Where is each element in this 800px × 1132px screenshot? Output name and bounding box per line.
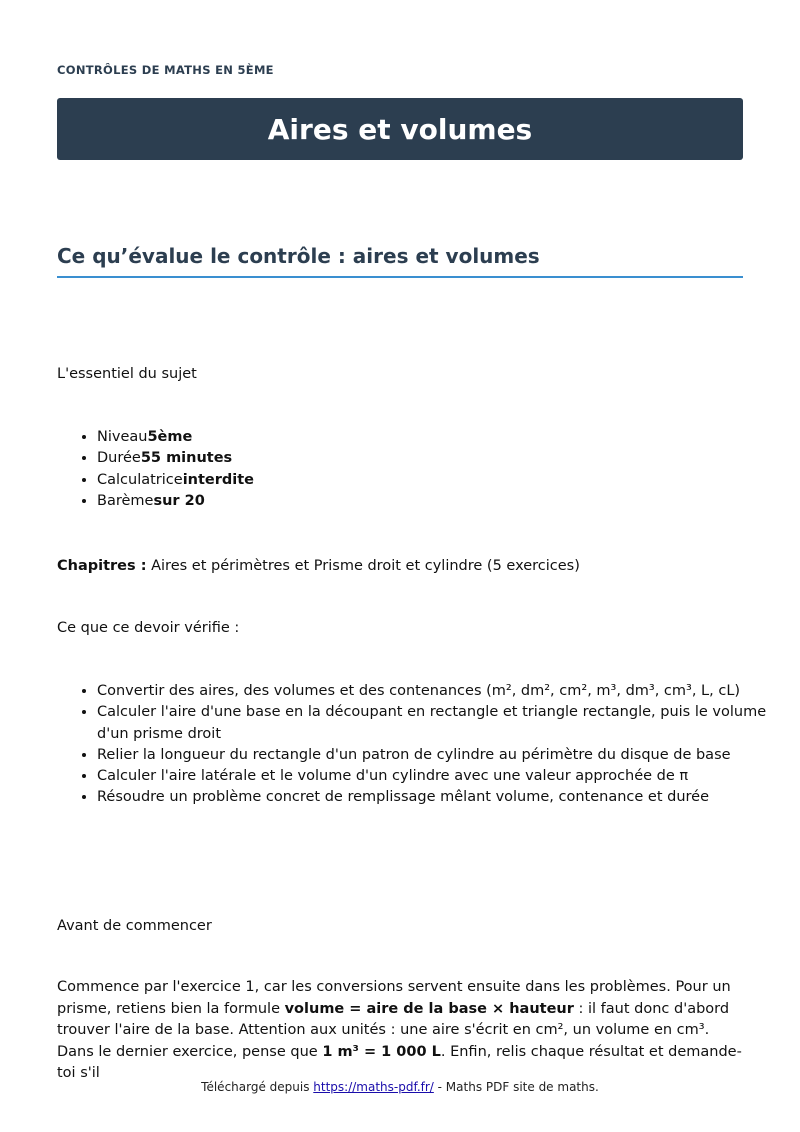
essentials-heading: L'essentiel du sujet: [57, 366, 197, 382]
list-item: • Résoudre un problème concret de remplissage mêlant volume, contenance et durée: [97, 787, 787, 808]
advice-paragraph: [57, 977, 747, 1081]
list-item: • Calculer l'aire latérale et le volume d'un cylindre avec une valeur approchée de π: [97, 766, 787, 787]
item-value: 55 minutes: [140, 450, 233, 467]
footer-prefix: Téléchargé depuis: [201, 1080, 314, 1094]
advice-heading: Avant de commencer: [57, 918, 212, 934]
list-item: [97, 448, 787, 469]
item-value: sur 20: [153, 492, 205, 509]
section-title: Ce qu’évalue le contrôle : aires et volumes: [57, 244, 743, 278]
checks-heading: Ce que ce devoir vérifie :: [57, 620, 240, 636]
chapters-text: Aires et périmètres et Prisme droit et cylindre (5 exercices): [146, 558, 580, 574]
chapters-label: Chapitres :: [57, 558, 147, 574]
advice-conversion: 1 m³ = 1 000 L: [322, 1043, 441, 1060]
advice-text: : il faut donc d'abord trouver l'aire de la base. Attention aux unités : une aire s'écrit en cm², un volume en cm³. Dans le dernier exercice, pense que: [57, 1000, 730, 1060]
list-item: [97, 491, 787, 512]
footer: [0, 1080, 800, 1094]
series-kicker: CONTRÔLES DE MATHS EN 5ÈME: [57, 63, 274, 77]
essentials-list: [57, 427, 787, 512]
list-item: • Calculer l'aire d'une base en la découpant en rectangle et triangle rectangle, puis le volume d'un prisme droit: [97, 702, 787, 745]
footer-suffix: - Maths PDF site de maths.: [433, 1080, 599, 1094]
item-value: 5ème: [147, 429, 193, 445]
item-label: Calculatrice: [97, 471, 183, 488]
advice-formula: volume = aire de la base × hauteur: [284, 1000, 574, 1017]
footer-link[interactable]: https://maths-pdf.fr/: [313, 1080, 434, 1094]
chapters-line: [57, 556, 580, 577]
page-title: Aires et volumes: [267, 112, 533, 146]
advice-text: . Enfin, relis chaque résultat et demande-toi s'il: [57, 1043, 742, 1081]
list-item: • Relier la longueur du rectangle d'un patron de cylindre au périmètre du disque de base: [97, 745, 787, 766]
list-item: [97, 470, 787, 491]
advice-text: Commence par l'exercice 1, car les conversions servent ensuite dans les problèmes. Pour un prisme, retiens bien la formule: [57, 979, 731, 1017]
item-value: interdite: [182, 471, 255, 488]
checks-list: [57, 681, 787, 809]
item-label: Niveau: [97, 429, 148, 445]
list-item: • Convertir des aires, des volumes et des contenances (m², dm², cm², m³, dm³, cm³, L, cL): [97, 681, 787, 702]
item-label: Barème: [97, 492, 154, 509]
title-banner: [57, 98, 743, 160]
item-label: Durée: [97, 450, 141, 467]
list-item: [97, 427, 787, 448]
